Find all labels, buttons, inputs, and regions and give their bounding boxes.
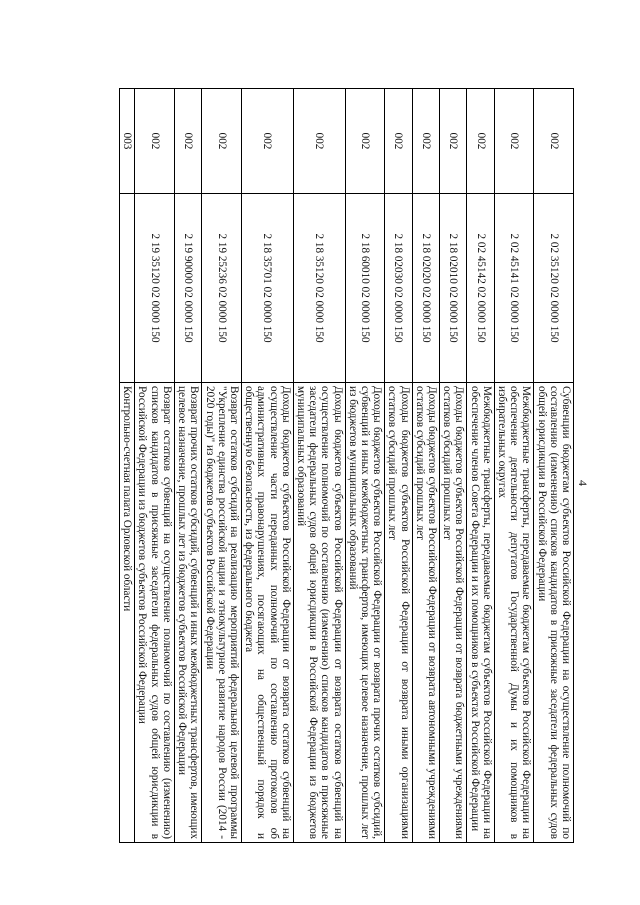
admin-code-cell: 002: [135, 89, 175, 194]
admin-code-cell: 002: [293, 89, 345, 194]
revenue-name-cell: Контрольно-счетная палата Орловской области: [120, 383, 135, 843]
table-row: [135, 89, 175, 843]
revenue-code-cell: 2 02 35120 02 0000 150: [534, 194, 574, 383]
revenue-code-cell: 2 18 35120 02 0000 150: [293, 194, 345, 383]
revenue-code-cell: 2 18 35701 02 0000 150: [241, 194, 293, 383]
admin-code-cell: 003: [120, 89, 135, 194]
table-row: [293, 89, 345, 843]
admin-code-cell: 002: [241, 89, 293, 194]
revenue-name-cell: Возврат прочих остатков субсидий, субвенций и иных межбюджетных трансфертов, имеющих целевое назначение, прошлых лет из бюджетов субъектов Российской Федерации: [174, 383, 201, 843]
admin-code-cell: 002: [385, 89, 412, 194]
admin-code-cell: 002: [202, 89, 242, 194]
revenue-name-cell: Возврат остатков субсидий на реализацию мероприятий федеральной целевой программы "Укрепление единства российской нации и этнокультурное развитие народов России (2014 - 2020 годы)" из бюджетов субъектов Российской Федерации: [202, 383, 242, 843]
admin-code-cell: 002: [467, 89, 494, 194]
table-row: [412, 89, 439, 843]
revenue-code-cell: 2 19 90000 02 0000 150: [174, 194, 201, 383]
admin-code-cell: 002: [412, 89, 439, 194]
revenue-name-cell: Доходы бюджетов субъектов Российской Федерации от возврата иными организациями остатков субсидий прошлых лет: [385, 383, 412, 843]
admin-code-cell: 002: [345, 89, 385, 194]
admin-code-cell: 002: [534, 89, 574, 194]
revenue-code-cell: 2 19 35120 02 0000 150: [135, 194, 175, 383]
table-row: [494, 89, 534, 843]
table-row: [345, 89, 385, 843]
table-row: [174, 89, 201, 843]
revenue-code-cell: 2 18 60010 02 0000 150: [345, 194, 385, 383]
table-row: [534, 89, 574, 843]
table-row: [120, 89, 135, 843]
table-body: [120, 89, 574, 843]
revenue-codes-table: [119, 88, 574, 843]
revenue-code-cell: 2 18 02020 02 0000 150: [412, 194, 439, 383]
page-number: 4: [576, 480, 590, 486]
revenue-code-cell: 2 02 45142 02 0000 150: [467, 194, 494, 383]
admin-code-cell: 002: [174, 89, 201, 194]
revenue-code-cell: 2 19 25236 02 0000 150: [202, 194, 242, 383]
revenue-code-cell: [120, 194, 135, 383]
revenue-name-cell: Доходы бюджетов субъектов Российской Федерации от возврата остатков субвенций на осуществление части переданных полномочий по составлению протоколов об административных правонарушениях, посягающих на общественный порядок и общественную безопасность, из федерального бюджета: [241, 383, 293, 843]
revenue-name-cell: Доходы бюджетов субъектов Российской Федерации от возврата остатков субвенций на осуществление полномочий по составлению (изменению) списков кандидатов в присяжные заседатели федеральных судов общей юрисдикции в Российской Федерации из бюджетов муниципальных образований: [293, 383, 345, 843]
revenue-name-cell: Субвенции бюджетам субъектов Российской Федерации на осуществление полномочий по составлению (изменению) списков кандидатов в присяжные заседатели федеральных судов общей юрисдикции в Российской Федерации: [534, 383, 574, 843]
admin-code-cell: 002: [494, 89, 534, 194]
revenue-code-cell: 2 02 45141 02 0000 150: [494, 194, 534, 383]
table-row: [241, 89, 293, 843]
revenue-name-cell: Доходы бюджетов субъектов Российской Федерации от возврата бюджетными учреждениями остатков субсидий прошлых лет: [439, 383, 466, 843]
revenue-name-cell: Доходы бюджетов субъектов Российской Федерации от возврата прочих остатков субсидий, субвенций и иных межбюджетных трансфертов, имеющих целевое назначение, прошлых лет из бюджетов муниципальных образований: [345, 383, 385, 843]
table-row: [439, 89, 466, 843]
revenue-name-cell: Возврат остатков субвенций на осуществление полномочий по составлению (изменению) списков кандидатов в присяжные заседатели федеральных судов общей юрисдикции в Российской Федерации из бюджетов субъектов Российской Федерации: [135, 383, 175, 843]
revenue-code-cell: 2 18 02030 02 0000 150: [385, 194, 412, 383]
revenue-name-cell: Межбюджетные трансферты, передаваемые бюджетам субъектов Российской Федерации на обеспечение деятельности депутатов Государственной Думы и их помощников в избирательных округах: [494, 383, 534, 843]
table-row: [385, 89, 412, 843]
table-row: [202, 89, 242, 843]
revenue-name-cell: Межбюджетные трансферты, передаваемые бюджетам субъектов Российской Федерации на обеспечение членов Совета Федерации и их помощников в субъектах Российской Федерации: [467, 383, 494, 843]
table-row: [467, 89, 494, 843]
revenue-name-cell: Доходы бюджетов субъектов Российской Федерации от возврата автономными учреждениями остатков субсидий прошлых лет: [412, 383, 439, 843]
admin-code-cell: 002: [439, 89, 466, 194]
revenue-code-cell: 2 18 02010 02 0000 150: [439, 194, 466, 383]
